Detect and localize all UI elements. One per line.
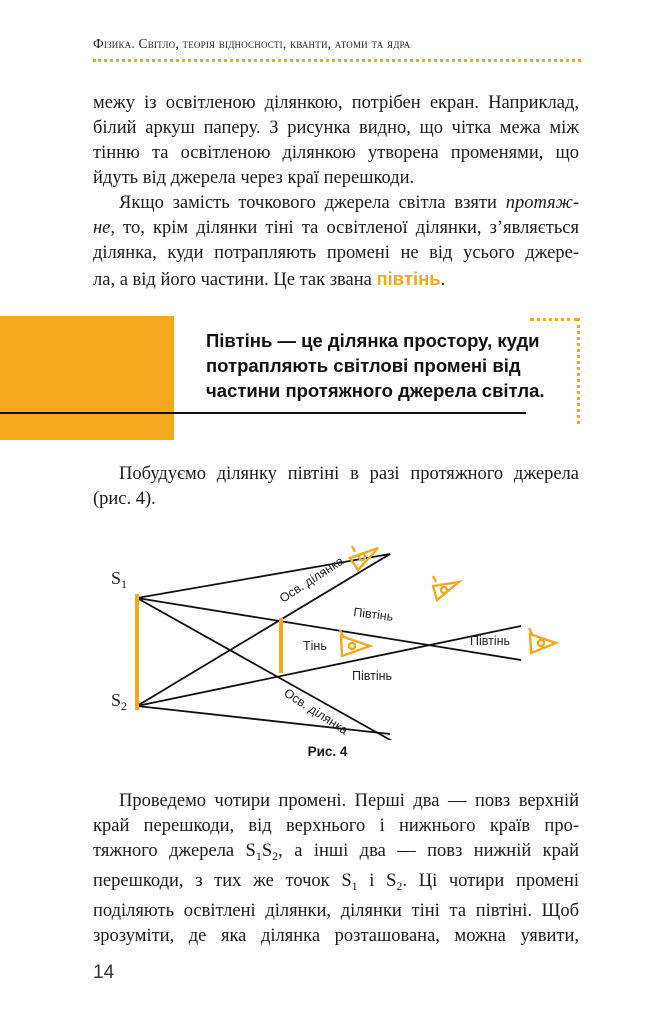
paragraph-line: поділяють освітлені ділянки, ділянки тіні та півтіні. Щоб <box>93 901 579 921</box>
definition-line: Півтінь — це ділянка простору, куди <box>206 330 540 351</box>
label-lit-bottom: Осв. ділянка <box>281 685 351 738</box>
figure-penumbra-diagram <box>0 530 655 740</box>
paragraph-line: (рис. 4). <box>93 489 156 509</box>
definition-line: частини протяжного джерела світла. <box>206 380 545 401</box>
text-run: перешкоди, з тих же точок S <box>93 871 352 891</box>
text-run: ла, а від його частини. Це так звана <box>93 270 377 290</box>
definition-accent-block <box>0 316 174 440</box>
paragraph-4 <box>93 789 579 949</box>
text-run: . <box>440 270 446 290</box>
eye-icon <box>350 546 378 570</box>
subscript: 1 <box>255 849 262 863</box>
figure-caption: Рис. 4 <box>307 744 348 759</box>
eye-icon <box>433 576 459 600</box>
paragraph-3 <box>93 462 579 512</box>
definition-dotted-side <box>577 318 580 424</box>
paragraph-line <box>93 216 579 241</box>
paragraph-line: Проведемо чотири промені. Перші два — повз верхній <box>119 791 579 811</box>
text-run: , то, крім ділянки тіні та освітленої ділянки, з’являється <box>110 218 579 238</box>
label-lit-top: Осв. ділянка <box>277 553 347 606</box>
paragraph-line <box>93 869 579 899</box>
eye-icon <box>529 628 556 653</box>
text-run: S <box>261 841 273 861</box>
paragraph-line: ділянка, куди потрапляють промені не від усього джере- <box>93 243 579 263</box>
text-run: тяжного джерела S <box>93 841 256 861</box>
paragraph-line: зрозуміти, де яка ділянка розташована, можна уявити, <box>93 926 579 946</box>
ray-s2-top-penumbra <box>137 626 521 706</box>
label-source-bottom: $S_2$ <box>111 690 128 713</box>
subscript: 2 <box>272 849 279 863</box>
ray-s2-bottom <box>137 706 390 734</box>
paragraph-line: межу із освітленою ділянкою, потрібен екран. Наприклад, <box>93 93 579 113</box>
text-run: і S <box>357 871 397 891</box>
italic-text: не <box>93 218 111 238</box>
label-penumbra-top: Півтінь <box>352 605 395 624</box>
subscript: 1 <box>351 879 358 893</box>
text-run: , а інші два — повз нижній край <box>278 841 580 861</box>
highlighted-term: півтінь <box>376 268 441 289</box>
definition-line: потрапляють світлові промені від <box>206 355 521 376</box>
paragraph-line <box>93 839 579 869</box>
paragraph-1 <box>93 91 579 191</box>
paragraph-line: білий аркуш паперу. З рисунка видно, що чітка межа між <box>93 118 579 138</box>
label-source-top: $S_1$ <box>111 568 128 591</box>
definition-dotted-top <box>530 318 578 321</box>
subscript: 2 <box>396 879 403 893</box>
text-run: . Ці чотири промені <box>402 871 579 891</box>
paragraph-line <box>93 191 579 216</box>
label-shadow: Тінь <box>303 639 327 653</box>
paragraph-2 <box>93 191 579 293</box>
label-penumbra-right: Півтінь <box>470 634 511 648</box>
paragraph-line <box>93 266 579 293</box>
header-dotted-rule <box>93 59 581 62</box>
label-penumbra-bottom: Півтінь <box>352 669 393 683</box>
text-run: Якщо замість точкового джерела світла взяти <box>119 193 506 213</box>
definition-underline <box>0 412 526 414</box>
running-header: Фізика. Світло, теорія відносності, кванти, атоми та ядра <box>93 36 411 51</box>
paragraph-line: край перешкоди, від верхнього і нижнього країв про- <box>93 816 579 836</box>
italic-text: протяж- <box>505 193 579 213</box>
page-number: 14 <box>93 962 115 983</box>
definition-box <box>206 328 566 403</box>
paragraph-line: Побудуємо ділянку півтіні в разі протяжного джерела <box>119 464 579 484</box>
paragraph-line: тінню та освітленою ділянкою утворена променями, що <box>93 143 579 163</box>
paragraph-line: йдуть від джерела через краї перешкоди. <box>93 168 415 188</box>
ray-s1-bottom-edge <box>137 598 521 660</box>
